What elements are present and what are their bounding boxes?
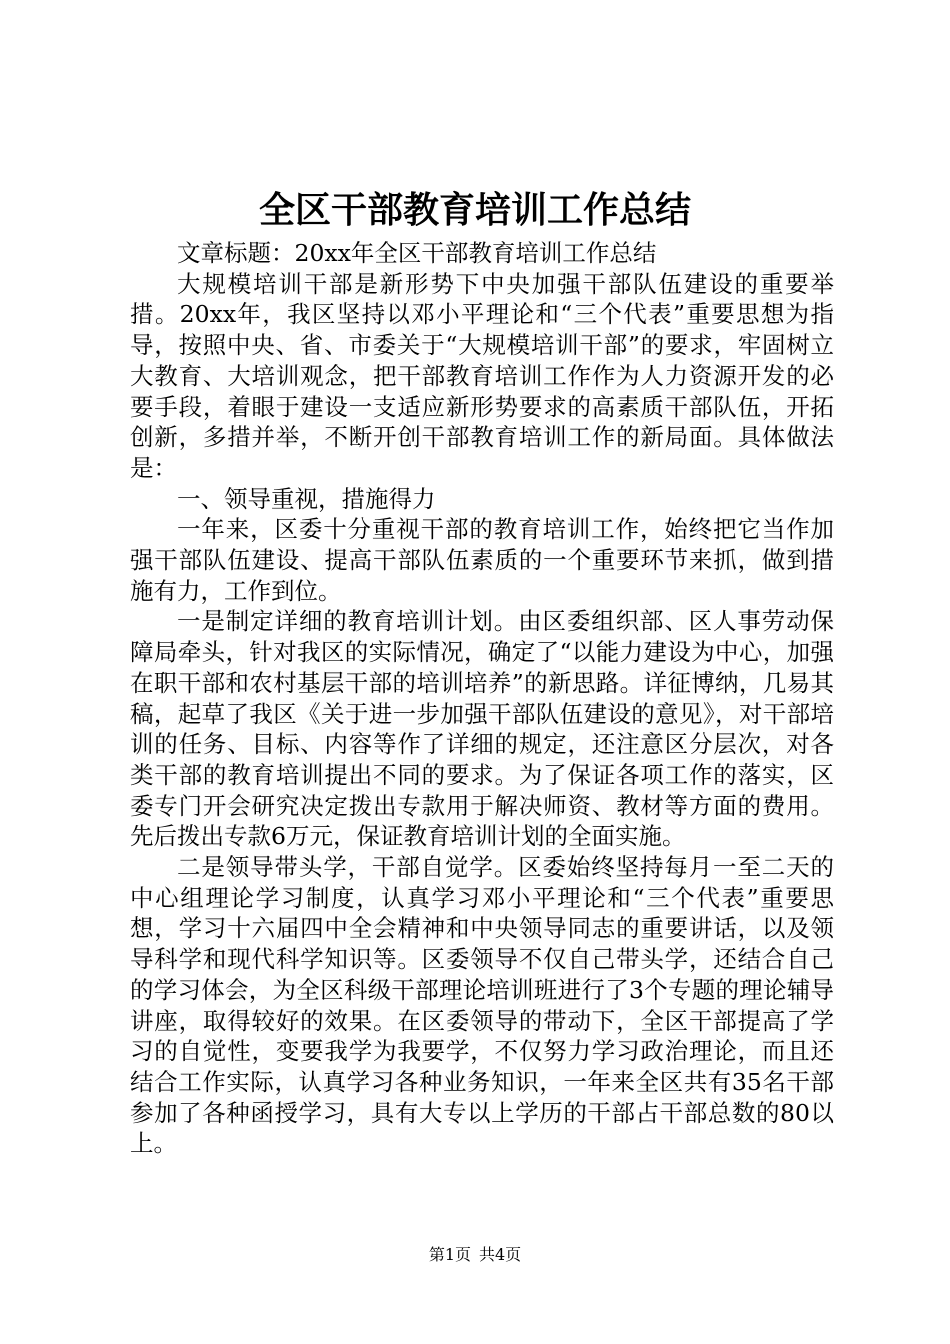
section-heading-1: 一、领导重视，措施得力 bbox=[177, 484, 436, 513]
page-total: 共4页 bbox=[479, 1245, 522, 1264]
paragraph-section-1: 一年来，区委十分重视干部的教育培训工作，始终把它当作加强干部队伍建设、提高干部队伍素质的一个重要环节来抓，做到措施有力，工作到位。 bbox=[130, 515, 834, 605]
paragraph-leadership-study: 二是领导带头学，干部自觉学。区委始终坚持每月一至二天的中心组理论学习制度，认真学习邓小平理论和“三个代表”重要思想，学习十六届四中全会精神和中央领导同志的重要讲话，以及领导科学和现代科学知识等。区委领导不仅自己带头学，还结合自己的学习体会，为全区科级干部理论培训班进行了3个专题的理论辅导讲座，取得较好的效果。在区委领导的带动下，全区干部提高了学习的自觉性，变要我学为我要学，不仅努力学习政治理论，而且还结合工作实际，认真学习各种业务知识，一年来全区共有35名干部参加了各种函授学习，具有大专以上学历的干部占干部总数的80以上。 bbox=[130, 853, 834, 1158]
page-number: 第1页 bbox=[428, 1245, 471, 1264]
article-title-line: 文章标题：20xx年全区干部教育培训工作总结 bbox=[177, 239, 657, 267]
document-body bbox=[130, 238, 834, 1159]
paragraph-intro: 大规模培训干部是新形势下中央加强干部队伍建设的重要举措。20xx年，我区坚持以邓小平理论和“三个代表”重要思想为指导，按照中央、省、市委关于“大规模培训干部”的要求，牢固树立大教育、大培训观念，把干部教育培训工作作为人力资源开发的必要手段，着眼于建设一支适应新形势要求的高素质干部队伍，开拓创新，多措并举，不断开创干部教育培训工作的新局面。具体做法是： bbox=[130, 269, 834, 482]
paragraph-plan: 一是制定详细的教育培训计划。由区委组织部、区人事劳动保障局牵头，针对我区的实际情况，确定了“以能力建设为中心，加强在职干部和农村基层干部的培训培养”的新思路。详征博纳，几易其稿，起草了我区《关于进一步加强干部队伍建设的意见》，对干部培训的任务、目标、内容等作了详细的规定，还注意区分层次，对各类干部的教育培训提出不同的要求。为了保证各项工作的落实，区委专门开会研究决定拨出专款用于解决师资、教材等方面的费用。先后拨出专款6万元，保证教育培训计划的全面实施。 bbox=[130, 607, 834, 851]
page-footer bbox=[0, 1244, 950, 1266]
document-title: 全区干部教育培训工作总结 bbox=[258, 189, 691, 231]
